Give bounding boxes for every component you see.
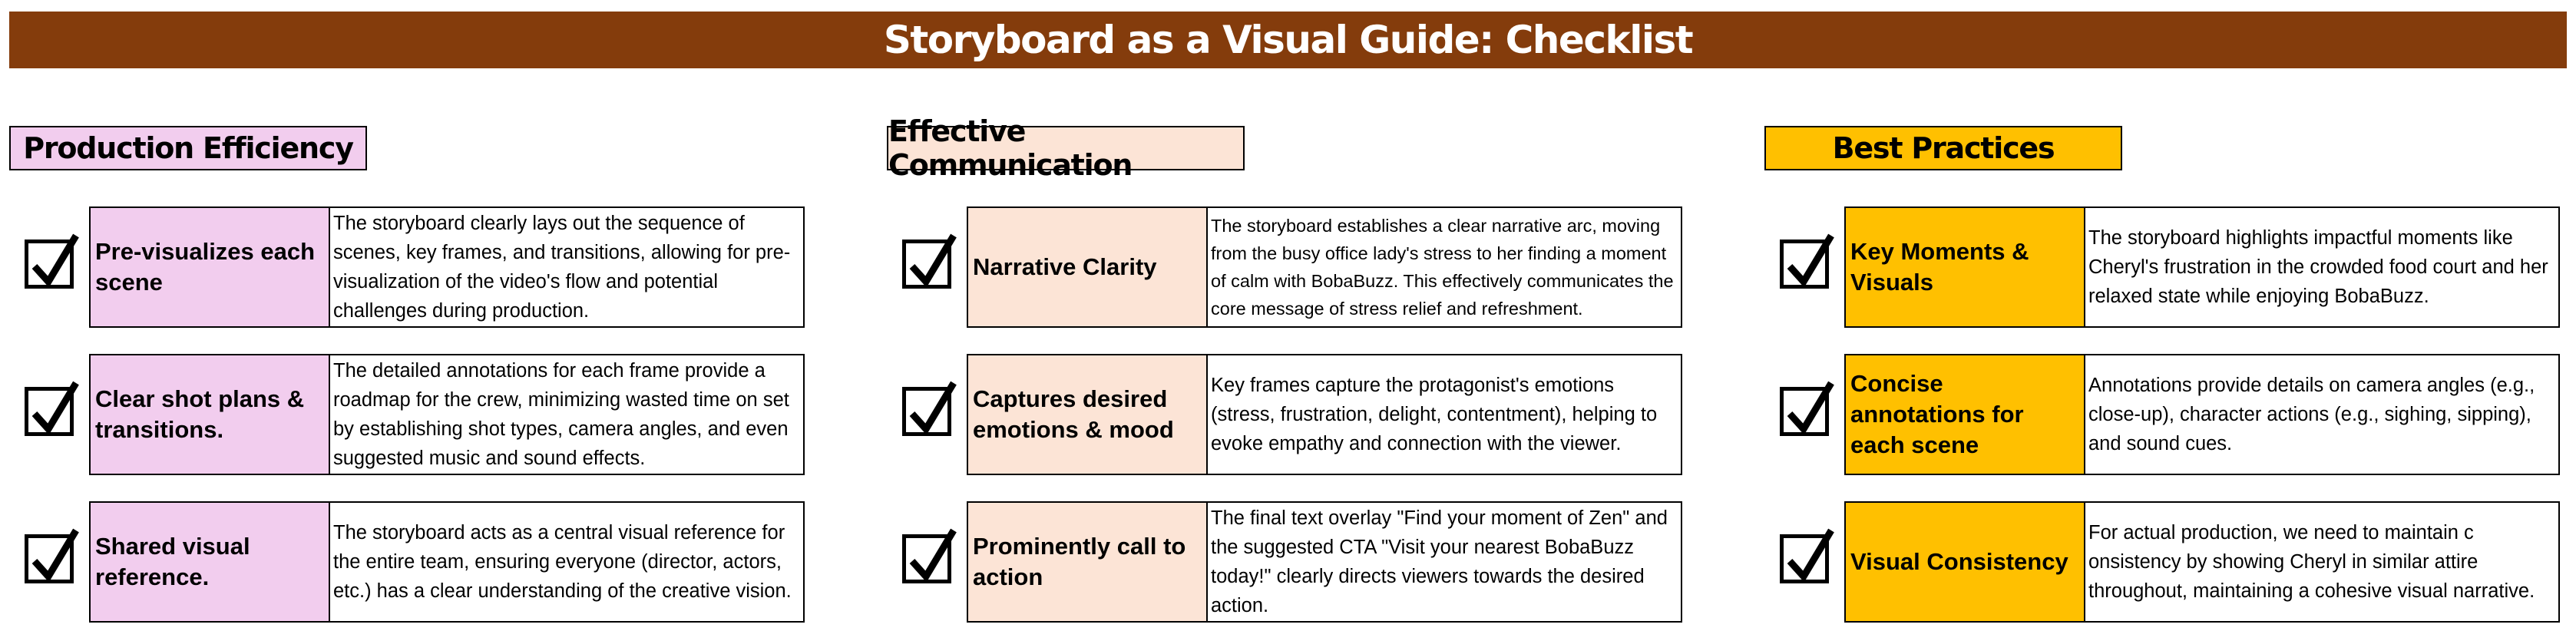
checklist-row — [1764, 206, 2563, 328]
criterion-label: Narrative Clarity — [967, 206, 1208, 328]
checklist-row — [887, 206, 1685, 328]
section-header: Production Efficiency — [9, 126, 367, 170]
checked-box-icon[interactable] — [1780, 534, 1829, 583]
checklist-row — [9, 354, 808, 475]
checked-box-icon[interactable] — [1780, 387, 1829, 436]
criterion-description: The storyboard establishes a clear narrative arc, moving from the busy office lady's stress to her finding a moment of calm with BobaBuzz. This effectively communicates the core message of stress relief and refreshment. — [1206, 206, 1682, 328]
criterion-description: The detailed annotations for each frame provide a roadmap for the crew, minimizing wasted time on set by establishing shot types, camera angles, and even suggested music and sound effects. — [329, 354, 805, 475]
checked-box-icon[interactable] — [902, 534, 951, 583]
section-best-practices — [1764, 0, 2563, 631]
criterion-label: Clear shot plans & transitions. — [89, 354, 330, 475]
criterion-label: Visual Consistency — [1844, 501, 2085, 623]
criterion-description: Annotations provide details on camera angles (e.g., close-up), character actions (e.g., sighing, sipping), and sound cues. — [2084, 354, 2560, 475]
section-effective-communication — [887, 0, 1685, 631]
section-header: Effective Communication — [887, 126, 1245, 170]
checked-box-icon[interactable] — [25, 240, 74, 289]
checklist-row — [887, 501, 1685, 623]
checklist-row — [1764, 501, 2563, 623]
criterion-label: Concise annotations for each scene — [1844, 354, 2085, 475]
criterion-label: Key Moments & Visuals — [1844, 206, 2085, 328]
criterion-description: The storyboard acts as a central visual reference for the entire team, ensuring everyone (director, actors, etc.) has a clear understanding of the creative vision. — [329, 501, 805, 623]
checked-box-icon[interactable] — [25, 534, 74, 583]
criterion-description: For actual production, we need to maintain c onsistency by showing Cheryl in similar attire throughout, maintaining a cohesive visual narrative. — [2084, 501, 2560, 623]
checklist-row — [9, 206, 808, 328]
checklist-row — [1764, 354, 2563, 475]
criterion-description: Key frames capture the protagonist's emotions (stress, frustration, delight, contentment), helping to evoke empathy and connection with the viewer. — [1206, 354, 1682, 475]
criterion-label: Prominently call to action — [967, 501, 1208, 623]
criterion-label: Captures desired emotions & mood — [967, 354, 1208, 475]
page-title: Storyboard as a Visual Guide: Checklist — [9, 12, 2567, 68]
criterion-label: Pre-visualizes each scene — [89, 206, 330, 328]
checklist-row — [887, 354, 1685, 475]
section-production-efficiency — [9, 0, 808, 631]
checklist-row — [9, 501, 808, 623]
checked-box-icon[interactable] — [902, 240, 951, 289]
criterion-description: The storyboard clearly lays out the sequence of scenes, key frames, and transitions, allowing for pre-visualization of the video's flow and potential challenges during production. — [329, 206, 805, 328]
section-header: Best Practices — [1764, 126, 2122, 170]
criterion-description: The storyboard highlights impactful moments like Cheryl's frustration in the crowded food court and her relaxed state while enjoying BobaBuzz. — [2084, 206, 2560, 328]
criterion-label: Shared visual reference. — [89, 501, 330, 623]
checked-box-icon[interactable] — [1780, 240, 1829, 289]
criterion-description: The final text overlay "Find your moment of Zen" and the suggested CTA "Visit your nearest BobaBuzz today!" clearly directs viewers towards the desired action. — [1206, 501, 1682, 623]
checked-box-icon[interactable] — [25, 387, 74, 436]
checked-box-icon[interactable] — [902, 387, 951, 436]
